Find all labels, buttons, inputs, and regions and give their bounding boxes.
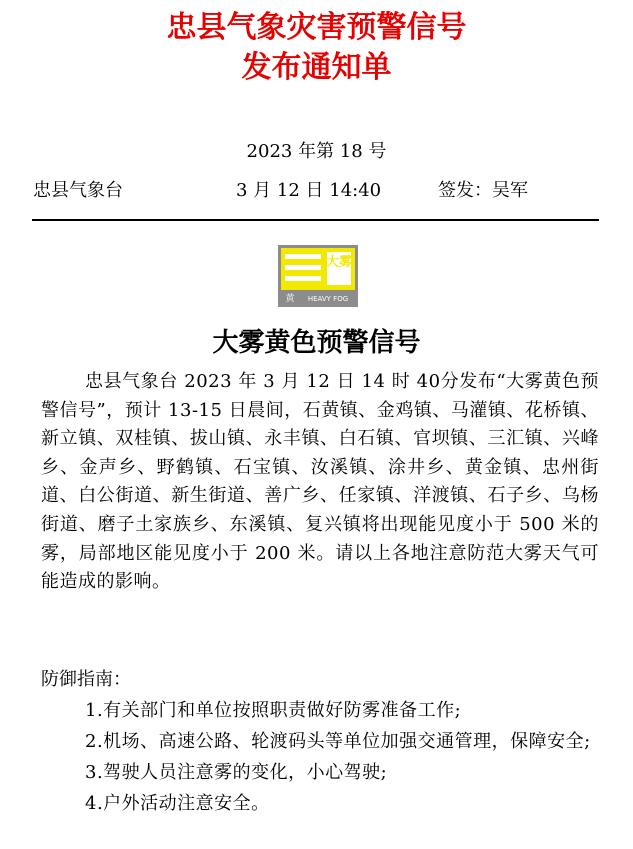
- guide-item: 3.驾驶人员注意雾的变化，小心驾驶;: [85, 762, 388, 783]
- warning-body-text: 忠县气象台 2023 年 3 月 12 日 14 时 40分发布“大雾黄色预警信号”，预计 13-15 日晨间，石黄镇、金鸡镇、马灌镇、花桥镇、新立镇、双桂镇、拔山镇、永丰镇、白石镇、官坝镇、三汇镇、兴峰乡、金声乡、野鹤镇、石宝镇、汝溪镇、涂井乡、黄金镇、忠州街道、白公街道、新生街道、善广乡、任家镇、洋渡镇、石子乡、乌杨街道、磨子土家族乡、东溪镇、复兴镇将出现能见度小于 500 米的雾，局部地区能见度小于 200 米。请以上各地注意防范大雾天气可能造成的影响。: [41, 371, 600, 593]
- icon-label-small: 黄: [285, 294, 295, 304]
- header-divider: [32, 219, 599, 221]
- guide-list: [41, 696, 599, 820]
- icon-label-en: HEAVY FOG: [307, 295, 349, 303]
- guide-title: 防御指南：: [41, 669, 131, 690]
- guide-item: 2.机场、高速公路、轮渡码头等单位加强交通管理，保障安全;: [85, 731, 591, 752]
- issue-time: 3 月 12 日 14:40: [236, 180, 382, 201]
- signer: 签发：吴军: [438, 180, 528, 201]
- guide-item: 1.有关部门和单位按照职责做好防雾准备工作;: [85, 700, 462, 721]
- signal-title: 大雾黄色预警信号: [212, 328, 421, 358]
- issuer: 忠县气象台: [33, 180, 123, 201]
- icon-label-cn: 大雾: [325, 255, 353, 270]
- issue-number: 2023 年第 18 号: [246, 141, 387, 162]
- document-title-line1: 忠县气象灾害预警信号: [166, 10, 467, 45]
- heavy-fog-yellow-signal-icon: [277, 244, 359, 308]
- meta-row: [33, 177, 599, 205]
- document-title-line2: 发布通知单: [241, 50, 392, 85]
- guide-item: 4.户外活动注意安全。: [85, 793, 270, 814]
